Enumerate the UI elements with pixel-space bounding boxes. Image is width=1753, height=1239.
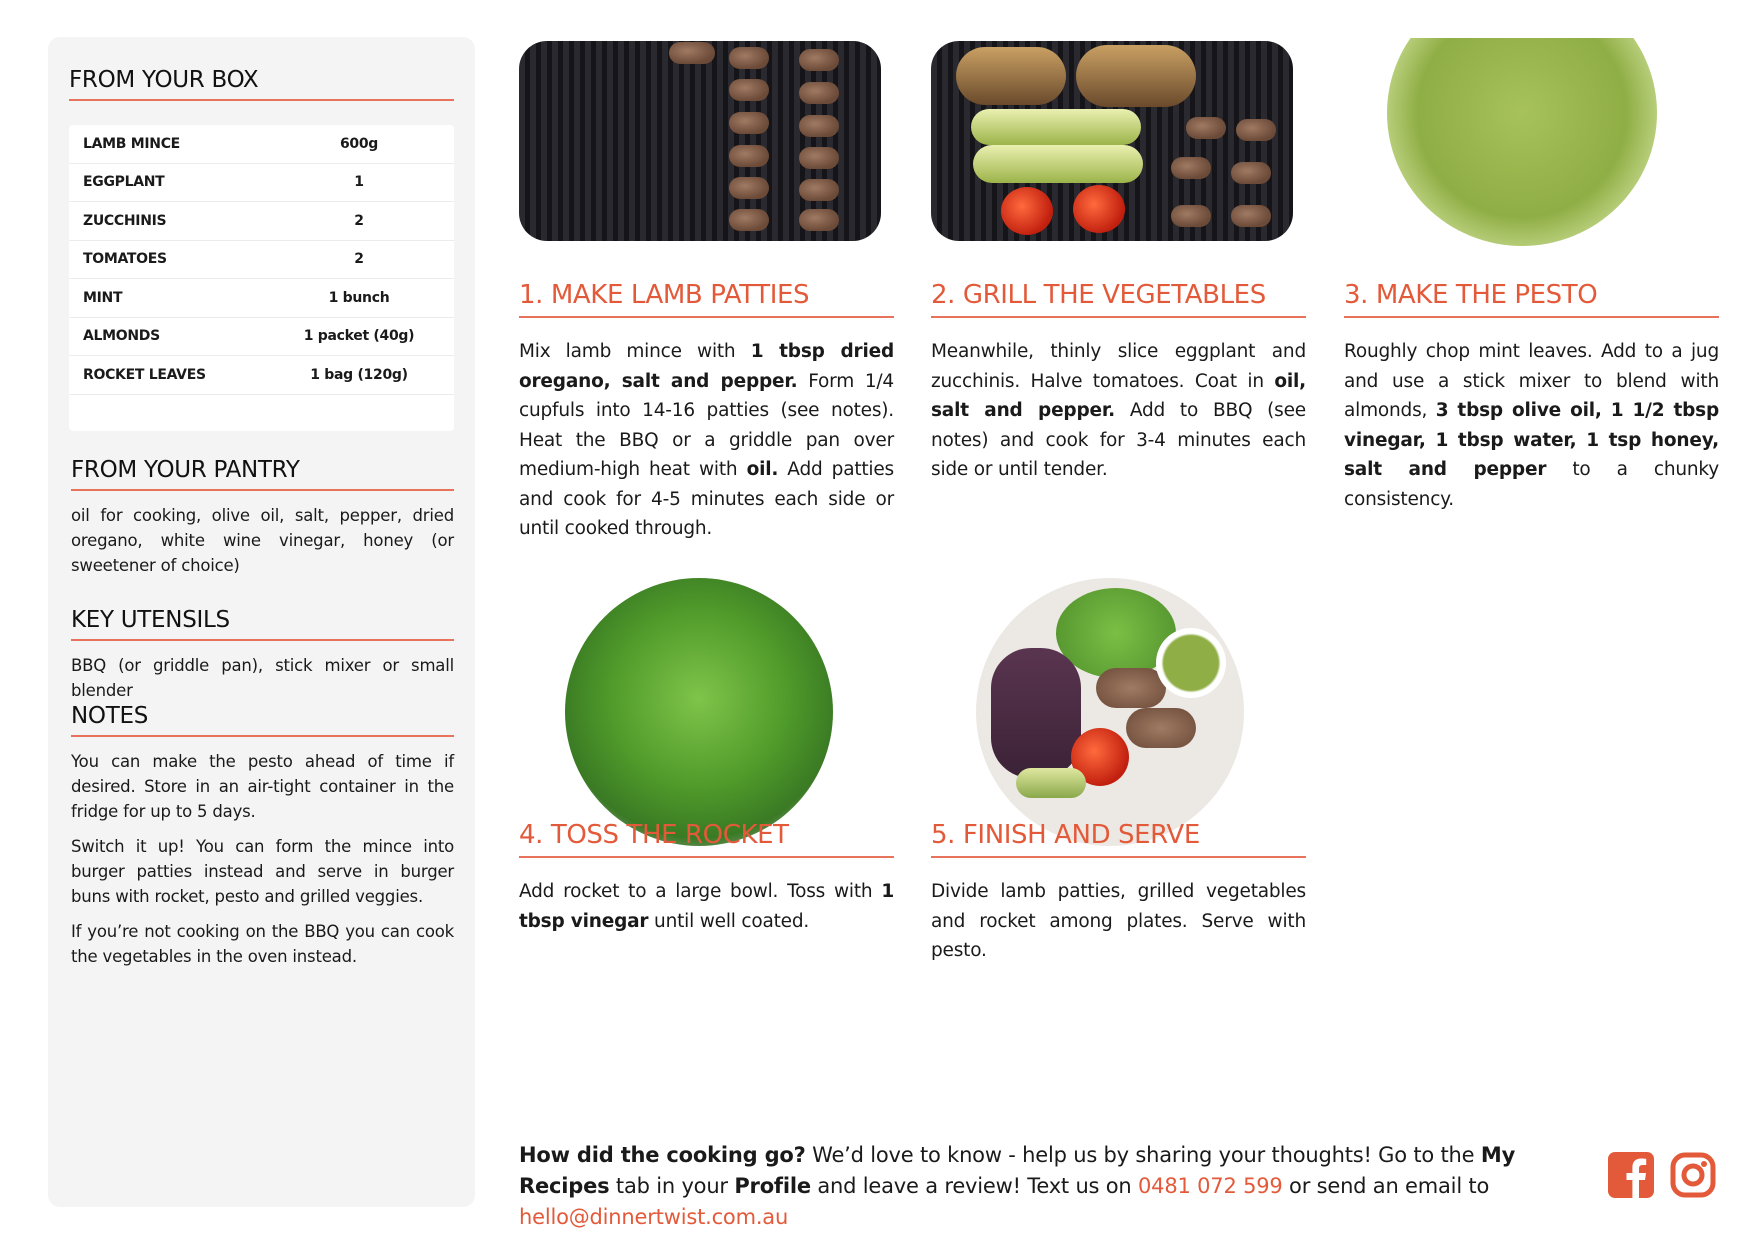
step-text-part: Roughly chop mint leaves. Add to a jug and use a stick mixer to blend with almonds,: [1344, 341, 1719, 421]
step-5-title: 5. FINISH AND SERVE: [931, 820, 1306, 858]
step-3-text: [1344, 337, 1719, 514]
email-link[interactable]: hello@dinnertwist.com.au: [519, 1205, 789, 1229]
note-item: Switch it up! You can form the mince into burger patties instead and serve in burger buns with rocket, pesto and grilled veggies.: [71, 837, 454, 906]
my-recipes-link[interactable]: My Recipes: [519, 1143, 1516, 1198]
ingredient-qty: 1 bunch: [328, 289, 390, 306]
ingredient-name: ROCKET LEAVES: [83, 366, 206, 383]
step-text-part: Mix lamb mince with: [519, 341, 751, 362]
box-title: FROM YOUR BOX: [69, 67, 454, 101]
notes-section: [71, 703, 454, 979]
ingredient-qty: 2: [354, 212, 364, 229]
step-5-photo: [976, 578, 1244, 846]
step-2-title: 2. GRILL THE VEGETABLES: [931, 280, 1306, 318]
ingredient-row: [69, 356, 454, 395]
step-text-part: 3 tbsp olive oil, 1 1/2 tbsp vinegar, 1 tbsp water, 1 tsp honey, salt and pepper: [1344, 400, 1719, 480]
ingredient-row: [69, 279, 454, 318]
pantry-title: FROM YOUR PANTRY: [71, 457, 454, 491]
footer-text-2: tab in your: [609, 1174, 735, 1198]
step-text-part: oil.: [746, 459, 779, 480]
step-text-part: Add patties and cook for 4-5 minutes each side or until cooked through.: [519, 459, 894, 539]
ingredient-qty: 1 packet (40g): [303, 328, 415, 345]
notes-title: NOTES: [71, 703, 454, 737]
step-2-text: [931, 337, 1306, 485]
profile-link[interactable]: Profile: [734, 1174, 811, 1198]
footer-text-4: or send an email to: [1282, 1174, 1490, 1198]
ingredient-qty: 1: [354, 174, 364, 191]
ingredient-name: LAMB MINCE: [83, 135, 180, 152]
ingredient-name: TOMATOES: [83, 251, 167, 268]
instagram-icon[interactable]: [1670, 1152, 1716, 1198]
step-text-part: Add rocket to a large bowl. Toss with: [519, 881, 882, 902]
ingredient-row: [69, 241, 454, 280]
photo-crop: [1380, 0, 1670, 38]
step-text-part: to a chunky consistency.: [1344, 459, 1720, 510]
footer-question: How did the cooking go?: [519, 1143, 806, 1167]
step-text-part: Divide lamb patties, grilled vegetables and rocket among plates. Serve with pesto.: [931, 881, 1306, 961]
notes-list: [71, 749, 454, 969]
ingredient-name: ZUCCHINIS: [83, 212, 167, 229]
note-item: If you’re not cooking on the BBQ you can cook the vegetables in the oven instead.: [71, 922, 454, 966]
step-4-text: [519, 877, 894, 936]
ingredient-row: [69, 202, 454, 241]
facebook-icon[interactable]: [1608, 1152, 1654, 1198]
footer-text-1: We’d love to know - help us by sharing your thoughts! Go to the: [805, 1143, 1481, 1167]
phone-link[interactable]: 0481 072 599: [1138, 1174, 1283, 1198]
step-text-part: Add to BBQ (see notes) and cook for 3-4 minutes each side or until tender.: [931, 400, 1306, 480]
step-4-title: 4. TOSS THE ROCKET: [519, 820, 894, 858]
ingredient-qty: 1 bag (120g): [310, 366, 408, 383]
ingredient-row: [69, 318, 454, 357]
sidebar: [48, 37, 475, 1207]
pantry-text: oil for cooking, olive oil, salt, pepper, dried oregano, white wine vinegar, honey (or sweetener of choice): [71, 506, 454, 575]
pantry-section: [71, 457, 454, 578]
step-text-part: until well coated.: [648, 910, 810, 932]
feedback-footer: [519, 1140, 1579, 1233]
ingredient-qty: 600g: [339, 135, 379, 152]
step-text-part: Form 1/4 cupfuls into 14-16 patties (see notes). Heat the BBQ or a griddle pan over medium-high heat with: [519, 370, 894, 480]
step-1-title: 1. MAKE LAMB PATTIES: [519, 280, 894, 318]
step-2-photo: [931, 37, 1293, 245]
ingredient-table: [69, 125, 454, 431]
ingredient-row: [69, 164, 454, 203]
utensils-text: BBQ (or griddle pan), stick mixer or small blender: [71, 656, 454, 700]
step-text-part: 1 tbsp dried oregano, salt and pepper.: [519, 341, 894, 392]
step-text-part: oil, salt and pepper.: [931, 370, 1306, 421]
ingredient-name: MINT: [83, 289, 123, 306]
ingredient-row: [69, 125, 454, 164]
step-text-part: Meanwhile, thinly slice eggplant and zucchinis. Halve tomatoes. Coat in: [931, 341, 1306, 392]
ingredient-name: ALMONDS: [83, 328, 160, 345]
utensils-section: [71, 607, 454, 703]
step-1-text: [519, 337, 894, 544]
footer-text-3: and leave a review! Text us on: [810, 1174, 1139, 1198]
step-5-text: [931, 877, 1306, 966]
step-3-title: 3. MAKE THE PESTO: [1344, 280, 1719, 318]
note-item: You can make the pesto ahead of time if desired. Store in an air-tight container in the fridge for up to 5 days.: [71, 752, 454, 821]
ingredient-qty: 2: [354, 251, 364, 268]
step-4-photo: [565, 578, 833, 846]
utensils-title: KEY UTENSILS: [71, 607, 454, 641]
ingredient-name: EGGPLANT: [83, 174, 165, 191]
step-1-photo: [519, 37, 881, 245]
step-text-part: 1 tbsp vinegar: [519, 881, 894, 932]
